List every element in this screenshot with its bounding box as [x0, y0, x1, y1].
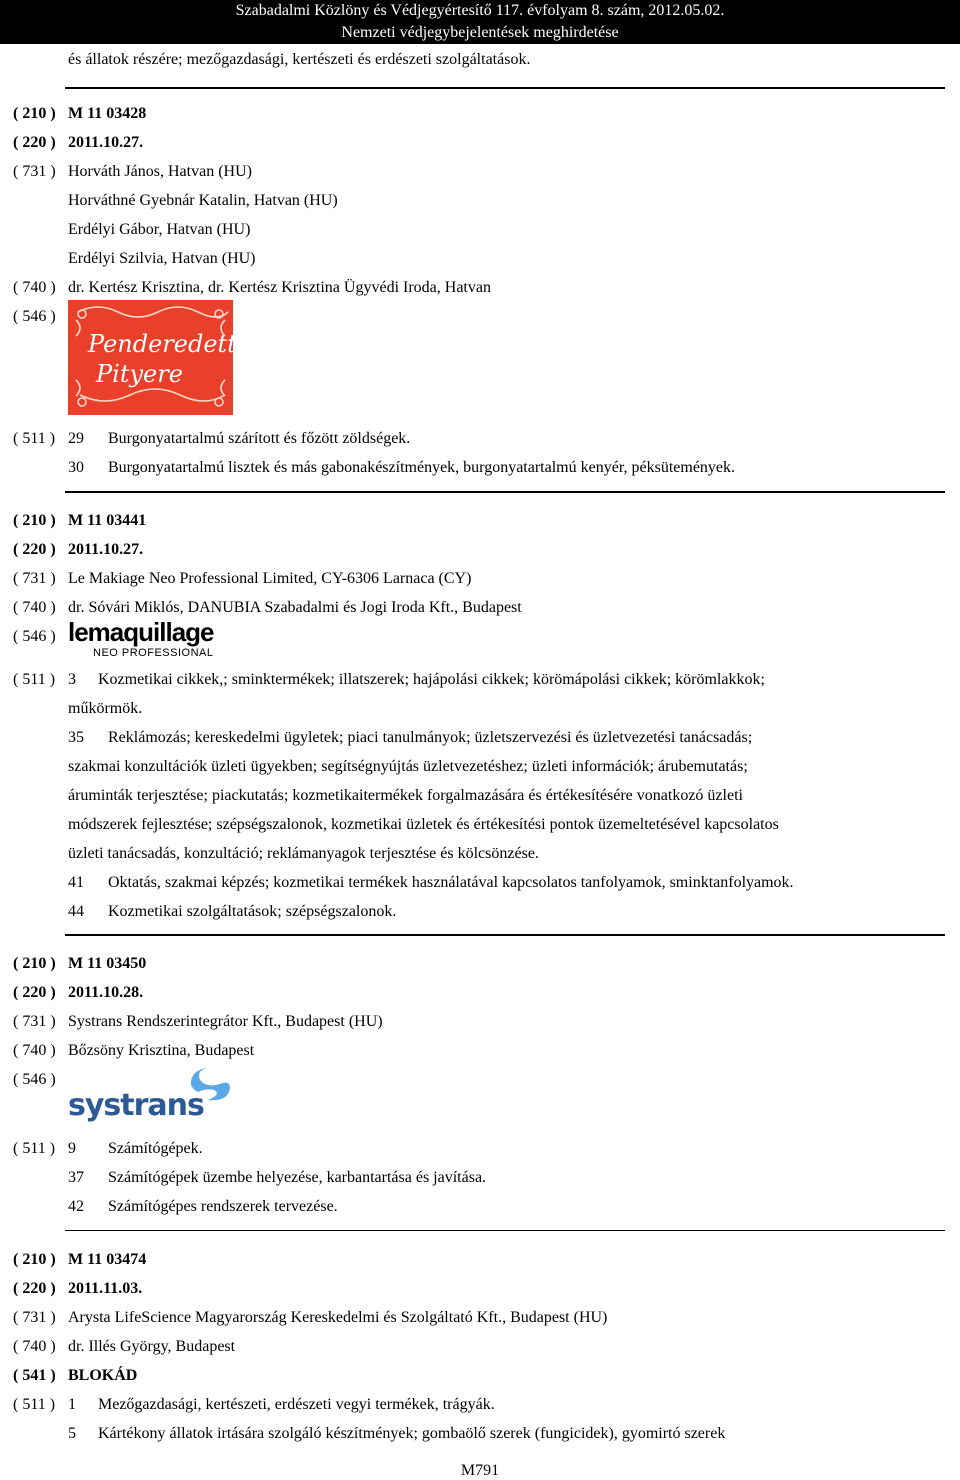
- intro-line: és állatok részére; mezőgazdasági, kertészeti és erdészeti szolgáltatások.: [68, 51, 531, 68]
- field-731: ( 731 ) Horváth János, Hatvan (HU): [13, 163, 252, 180]
- field-220: ( 220 ) 2011.11.03.: [13, 1280, 143, 1297]
- separator: [65, 491, 945, 493]
- class-line: áruminták terjesztése; piackutatás; kozmetikaitermékek forgalmazására és értékesítésére vonatkozó üzleti: [68, 787, 743, 804]
- field-210: ( 210 ) M 11 03441: [13, 512, 147, 529]
- field-511: ( 511 ) 3 Kozmetikai cikkek,; sminktermékek; illatszerek; hajápolási cikkek; körömápolási cikkek; körömlakkok;: [13, 671, 765, 688]
- field-210: ( 210 ) M 11 03474: [13, 1251, 147, 1268]
- class-line: 35 Reklámozás; kereskedelmi ügyletek; piaci tanulmányok; üzletszervezési és üzletvezetési tanácsadás;: [68, 729, 753, 746]
- logo-wordmark: lemaquillage: [68, 617, 214, 647]
- field-511: ( 511 ) 9 Számítógépek.: [13, 1140, 203, 1157]
- field-546: ( 546 ): [13, 308, 56, 325]
- field-546: ( 546 ): [13, 1071, 56, 1088]
- field-546: ( 546 ): [13, 628, 56, 645]
- owner-line: Horváthné Gyebnár Katalin, Hatvan (HU): [68, 192, 338, 209]
- lemaquillage-logo: [68, 618, 238, 660]
- field-731: ( 731 ) Systrans Rendszerintegrátor Kft., Budapest (HU): [13, 1013, 383, 1030]
- field-740: ( 740 ) dr. Sóvári Miklós, DANUBIA Szabadalmi és Jogi Iroda Kft., Budapest: [13, 599, 522, 616]
- field-210: ( 210 ) M 11 03428: [13, 105, 147, 122]
- class-line: üzleti tanácsadás, konzultáció; reklámanyagok terjesztése és kölcsönzése.: [68, 845, 539, 862]
- logo-wordmark: systrans: [68, 1088, 204, 1123]
- separator: [65, 1230, 945, 1231]
- separator: [65, 934, 945, 936]
- class-line: műkörmök.: [68, 700, 143, 717]
- systrans-logo: [68, 1062, 238, 1128]
- class-line: 37 Számítógépek üzembe helyezése, karbantartása és javítása.: [68, 1169, 487, 1186]
- logo-word-2: Pityere: [96, 360, 183, 388]
- class-line: 44 Kozmetikai szolgáltatások; szépségszalonok.: [68, 903, 397, 920]
- class-line: 30 Burgonyatartalmú lisztek és más gabonakészítmények, burgonyatartalmú kenyér, péksütemények.: [68, 459, 736, 476]
- field-511: ( 511 ) 29 Burgonyatartalmú szárított és főzött zöldségek.: [13, 430, 411, 447]
- separator: [65, 87, 945, 89]
- field-220: ( 220 ) 2011.10.28.: [13, 984, 144, 1001]
- field-220: ( 220 ) 2011.10.27.: [13, 134, 144, 151]
- field-731: ( 731 ) Le Makiage Neo Professional Limited, CY-6306 Larnaca (CY): [13, 570, 472, 587]
- journal-title: Szabadalmi Közlöny és Védjegyértesítő 117. évfolyam 8. szám, 2012.05.02.: [235, 2, 725, 19]
- field-740: ( 740 ) dr. Illés György, Budapest: [13, 1338, 236, 1355]
- penderedett-pityere-logo: [68, 300, 237, 415]
- class-line: szakmai konzultációk üzleti ügyekben; segítségnyújtás üzletvezetéshez; üzleti információk; árubemutatás;: [68, 758, 748, 775]
- field-511: ( 511 ) 1 Mezőgazdasági, kertészeti, erdészeti vegyi termékek, trágyák.: [13, 1396, 495, 1413]
- field-740: ( 740 ) Bőzsöny Krisztina, Budapest: [13, 1042, 255, 1059]
- field-740: ( 740 ) dr. Kertész Krisztina, dr. Kertész Krisztina Ügyvédi Iroda, Hatvan: [13, 279, 491, 296]
- field-731: ( 731 ) Arysta LifeScience Magyarország Kereskedelmi és Szolgáltató Kft., Budapest (HU): [13, 1309, 608, 1326]
- field-210: ( 210 ) M 11 03450: [13, 955, 147, 972]
- class-line: 41 Oktatás, szakmai képzés; kozmetikai termékek használatával kapcsolatos tanfolyamok, sminktanfolyamok.: [68, 874, 794, 891]
- field-220: ( 220 ) 2011.10.27.: [13, 541, 144, 558]
- page-number: M791: [460, 1462, 500, 1479]
- class-line: 5 Kártékony állatok irtására szolgáló készítmények; gombaölő szerek (fungicidek), gyomirtó szerek: [68, 1425, 726, 1442]
- class-line: módszerek fejlesztése; szépségszalonok, kozmetikai üzletek és értékesítési pontok üzemeltetésével kapcsolatos: [68, 816, 779, 833]
- logo-subtitle: NEO PROFESSIONAL: [93, 647, 214, 659]
- owner-line: Erdélyi Szilvia, Hatvan (HU): [68, 250, 256, 267]
- owner-line: Erdélyi Gábor, Hatvan (HU): [68, 221, 251, 238]
- class-line: 42 Számítógépes rendszerek tervezése.: [68, 1198, 338, 1215]
- field-541: ( 541 ) BLOKÁD: [13, 1367, 138, 1384]
- logo-word-1: Penderedett: [88, 330, 237, 358]
- section-title: Nemzeti védjegybejelentések meghirdetése: [341, 24, 619, 41]
